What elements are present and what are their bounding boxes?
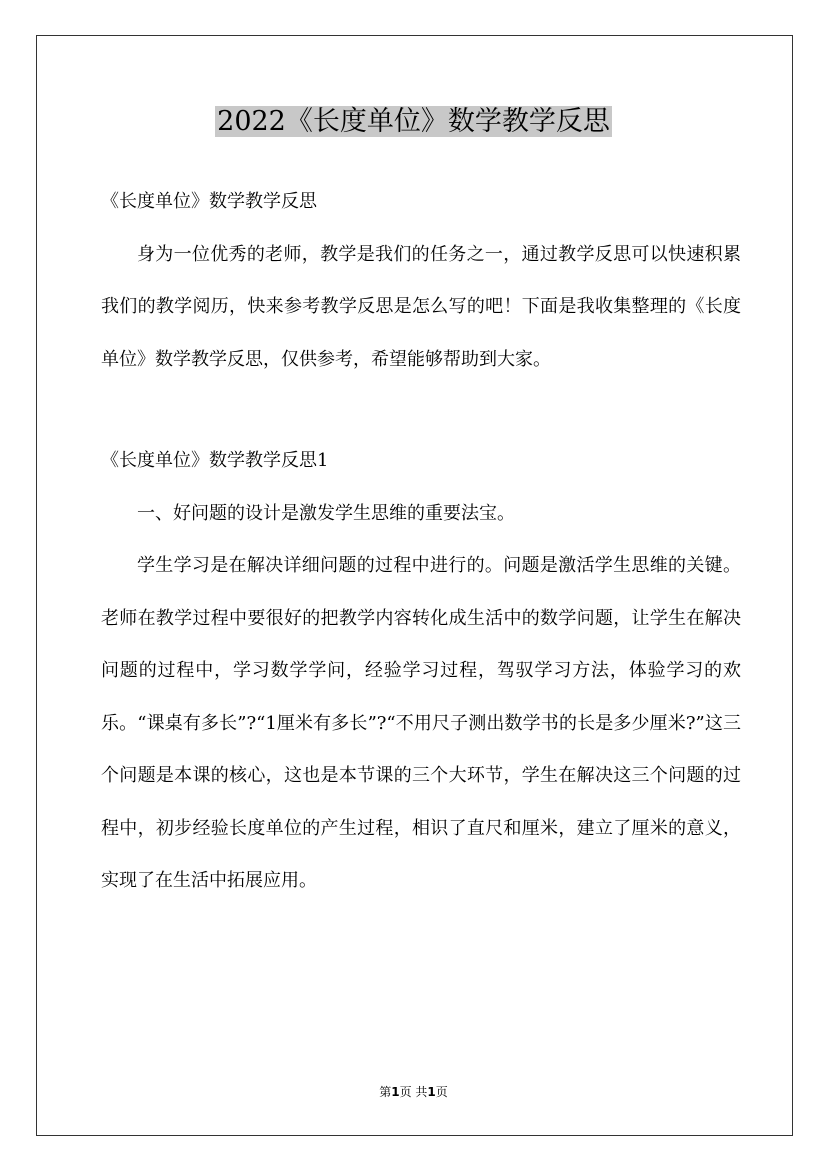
document-body (101, 176, 741, 908)
document-subtitle: 《长度单位》数学教学反思 (101, 191, 317, 212)
section-gap (101, 386, 741, 435)
document-title (0, 100, 827, 144)
section-1-body: 学生学习是在解决详细问题的过程中进行的。问题是激活学生思维的关键。老师在教学过程中要很好的把教学内容转化成生活中的数学问题，让学生在解决问题的过程中，学习数学学问，经验学习过程，驾驭学习方法，体验学习的欢乐。“课桌有多长”?“1厘米有多长”?“不用尺子测出数学书的长是多少厘米?”这三个问题是本课的核心，这也是本节课的三个大环节，学生在解决这三个问题的过程中，初步经验长度单位的产生过程，相识了直尺和厘米，建立了厘米的意义，实现了在生活中拓展应用。 (101, 555, 741, 891)
footer-page-mid: 页 共 (399, 1085, 428, 1099)
footer-page-suffix: 页 (435, 1085, 448, 1099)
footer-page-prefix: 第 (379, 1085, 392, 1099)
document-title-text: 2022《长度单位》数学教学反思 (217, 106, 610, 137)
section-1-point-1: 一、好问题的设计是激发学生思维的重要法宝。 (137, 502, 515, 524)
section-1-heading: 《长度单位》数学教学反思1 (101, 450, 329, 471)
footer-page-total: 1 (427, 1085, 436, 1099)
page-footer (0, 1082, 827, 1102)
footer-page-current: 1 (391, 1085, 400, 1099)
intro-paragraph: 身为一位优秀的老师，教学是我们的任务之一，通过教学反思可以快速积累我们的教学阅历，快来参考教学反思是怎么写的吧！下面是我收集整理的《长度单位》数学教学反思，仅供参考，希望能够帮助到大家。 (101, 243, 741, 370)
